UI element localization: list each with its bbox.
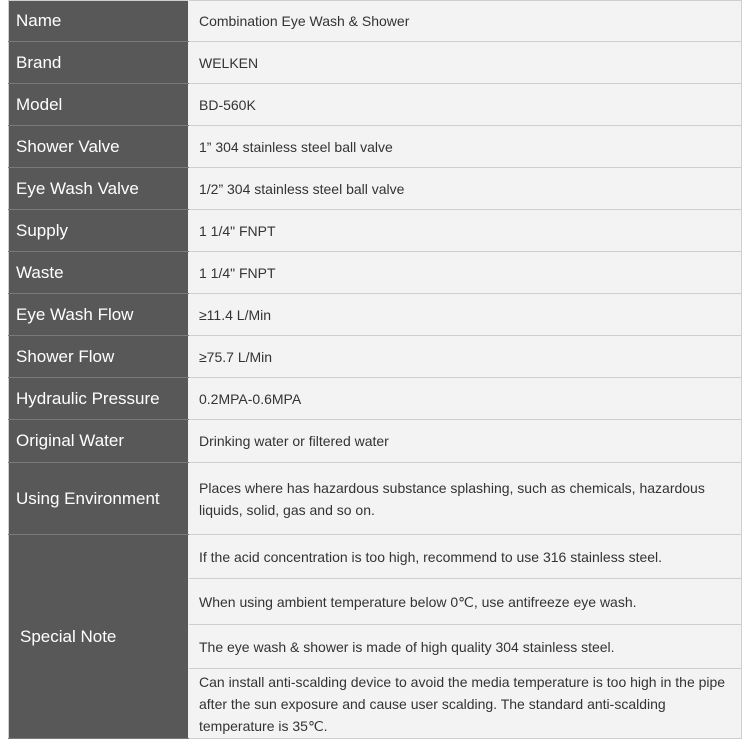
spec-value: 1 1/4" FNPT xyxy=(189,252,742,294)
spec-row-special-note xyxy=(9,535,742,579)
spec-value: 1 1/4" FNPT xyxy=(189,210,742,252)
special-note-item: When using ambient temperature below 0℃, use antifreeze eye wash. xyxy=(189,579,742,625)
spec-value: ≥75.7 L/Min xyxy=(189,336,742,378)
spec-label: Supply xyxy=(9,210,189,252)
spec-row-name xyxy=(9,1,742,42)
special-note-label: Special Note xyxy=(9,535,189,739)
spec-table xyxy=(8,0,742,739)
spec-label: Shower Flow xyxy=(9,336,189,378)
spec-value: 1” 304 stainless steel ball valve xyxy=(189,126,742,168)
spec-row-supply xyxy=(9,210,742,252)
spec-label: Name xyxy=(9,1,189,42)
spec-label: Brand xyxy=(9,42,189,84)
spec-row-shower-valve xyxy=(9,126,742,168)
spec-label: Eye Wash Valve xyxy=(9,168,189,210)
spec-row-hydraulic-pressure xyxy=(9,378,742,420)
spec-row-eye-wash-flow xyxy=(9,294,742,336)
spec-row-waste xyxy=(9,252,742,294)
special-note-item: The eye wash & shower is made of high quality 304 stainless steel. xyxy=(189,625,742,669)
spec-value: 0.2MPA-0.6MPA xyxy=(189,378,742,420)
spec-value: Drinking water or filtered water xyxy=(189,420,742,463)
spec-value: ≥11.4 L/Min xyxy=(189,294,742,336)
spec-row-shower-flow xyxy=(9,336,742,378)
spec-value: 1/2” 304 stainless steel ball valve xyxy=(189,168,742,210)
spec-row-eye-wash-valve xyxy=(9,168,742,210)
spec-value: BD-560K xyxy=(189,84,742,126)
spec-label: Hydraulic Pressure xyxy=(9,378,189,420)
special-note-item: Can install anti-scalding device to avoid the media temperature is too high in the pipe after the sun exposure and cause user scalding. The standard anti-scalding temperature is 35℃. xyxy=(189,669,742,739)
spec-value: WELKEN xyxy=(189,42,742,84)
spec-row-original-water xyxy=(9,420,742,463)
spec-value: Places where has hazardous substance splashing, such as chemicals, hazardous liquids, solid, gas and so on. xyxy=(189,463,742,535)
spec-label: Shower Valve xyxy=(9,126,189,168)
special-note-item: If the acid concentration is too high, recommend to use 316 stainless steel. xyxy=(189,535,742,579)
spec-label: Using Environment xyxy=(9,463,189,535)
spec-label: Original Water xyxy=(9,420,189,463)
spec-label: Model xyxy=(9,84,189,126)
spec-label: Eye Wash Flow xyxy=(9,294,189,336)
spec-value: Combination Eye Wash & Shower xyxy=(189,1,742,42)
spec-row-using-environment xyxy=(9,463,742,535)
spec-row-brand xyxy=(9,42,742,84)
spec-row-model xyxy=(9,84,742,126)
spec-label: Waste xyxy=(9,252,189,294)
